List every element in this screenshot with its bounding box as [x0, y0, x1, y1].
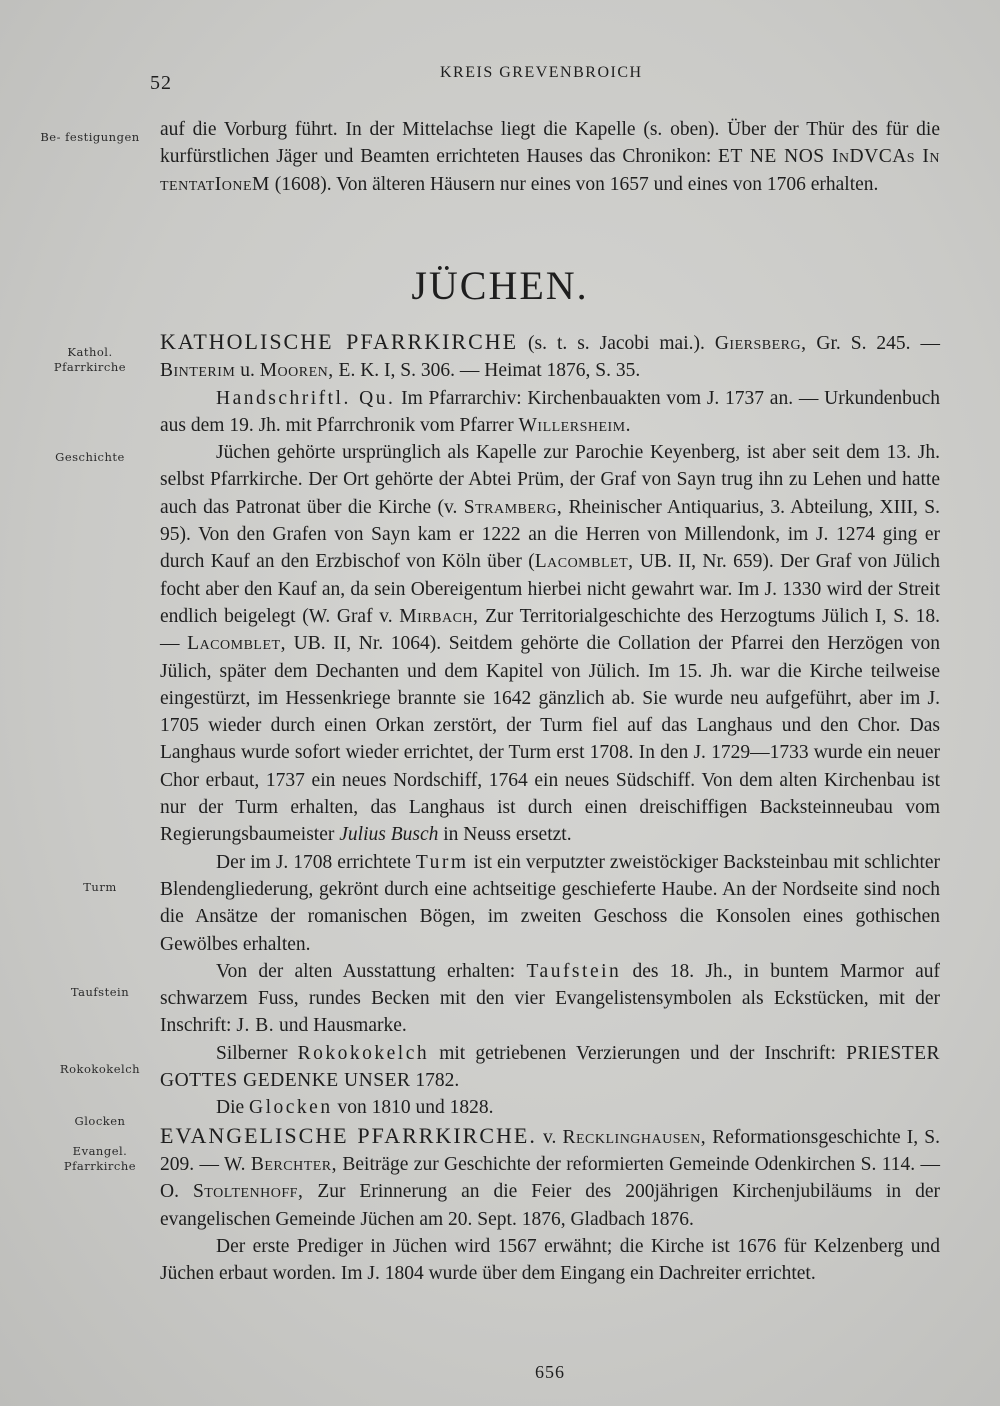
margin-note-evangel: Evangel. Pfarrkirche — [63, 1144, 137, 1173]
kath-paragraph: KATHOLISCHE PFARRKIRCHE (s. t. s. Jacobi mai.). Giersberg, Gr. S. 245. — Binterim u. Mooren, E. K. I, S. 306. — Heimat 1876, S. 35. — [160, 329, 940, 382]
chronogram: ET NE NOS InDVCAs In tentatIoneM — [160, 146, 940, 195]
margin-note-befestigungen: Be- festigungen — [40, 130, 140, 144]
main-heading: JÜCHEN. — [411, 263, 589, 308]
kelch-paragraph: Silberner Rokokokelch mit getriebenen Verzierungen und der Inschrift: PRIESTER GOTTES GEDENKE UNSER 1782. — [160, 1042, 941, 1092]
taufstein-paragraph: Von der alten Ausstattung erhalten: Taufstein des 18. Jh., in buntem Marmor auf schwarzem Fuss, rundes Becken mit den vier Evangelistensymbolen als Eckstücken, mit der Inschrift: J. B. und Hausmarke. — [160, 960, 941, 1037]
evang-paragraph-2: Der erste Prediger in Jüchen wird 1567 erwähnt; die Kirche ist 1676 für Kelzenberg und Jüchen erbaut worden. Im J. 1804 wurde über dem Eingang ein Dachreiter errichtet. — [160, 1235, 940, 1285]
margin-note-turm: Turm — [83, 880, 117, 894]
running-title: KREIS GREVENBROICH — [440, 64, 643, 81]
main-body — [160, 328, 940, 1287]
margin-note-geschichte: Geschichte — [55, 450, 125, 464]
margin-note-glocken: Glocken — [74, 1114, 126, 1128]
handschrift-paragraph: Handschriftl. Qu. Im Pfarrarchiv: Kirchenbauakten vom J. 1737 an. — Urkundenbuch aus dem 19. Jh. mit Pfarrchronik vom Pfarrer Willersheim. — [160, 387, 941, 436]
footer-page-number: 656 — [535, 1362, 565, 1382]
kath-title: KATHOLISCHE PFARRKIRCHE — [160, 329, 519, 354]
margin-note-rokokokelch: Rokokokelch — [59, 1062, 141, 1076]
geschichte-paragraph: Jüchen gehörte ursprünglich als Kapelle zur Parochie Keyenberg, ist aber seit dem 13. Jh. selbst Pfarrkirche. Der Ort gehörte der Abtei Prüm, der Graf von Sayn trug ihn zu Lehen und hatte auch das Patronat über die Kirche (v. Stramberg, Rheinischer Antiquarius, 3. Abteilung, XIII, S. 95). Von den Grafen von Sayn kam er 1222 an die Herren von Millendonk, im J. 1274 ging er durch Kauf an den Erzbischof von Köln über (Lacomblet, UB. II, Nr. 659). Der Graf von Jülich focht aber den Kauf an, da sein Obereigentum hierbei nicht gewahrt war. Im J. 1330 wird der Streit endlich beigelegt (W. Graf v. Mirbach, Zur Territorialgeschichte des Herzogtums Jülich I, S. 18. — Lacomblet, UB. II, Nr. 1064). Seitdem gehörte die Collation der Pfarrei den Herzögen von Jülich, später dem Dechanten und dem Kapitel von Jülich. Im 15. Jh. war die Kirche teilweise eingestürzt, im Hessenkriege brannte sie 1642 gänzlich ab. Sie wurde neu aufgeführt, aber im J. 1705 wieder durch einen Orkan zerstört, der Turm fiel auf das Langhaus und den Chor. Das Langhaus wurde sofort wieder errichtet, der Turm erst 1708. In den J. 1729—1733 wurde ein neuer Chor erbaut, 1737 ein neues Nordschiff, 1764 ein neues Südschiff. Von dem alten Kirchenbau ist nur der Turm erhalten, das Langhaus ist durch einen dreischiffigen Backsteinneubau vom Regierungsbaumeister Julius Busch in Neuss ersetzt. — [160, 442, 941, 846]
glocken-paragraph: Die Glocken von 1810 und 1828. — [216, 1097, 494, 1119]
evang-paragraph: EVANGELISCHE PFARRKIRCHE. v. Recklinghausen, Reformationsgeschichte I, S. 209. — W. Berchter, Beiträge zur Geschichte der reformierten Gemeinde Odenkirchen S. 114. — O. Stoltenhoff, Zur Erinnerung an die Feier des 200jährigen Kirchenjubiläums in der evangelischen Gemeinde Jüchen am 20. Sept. 1876, Gladbach 1876. — [160, 1122, 941, 1230]
page-number: 52 — [150, 72, 172, 94]
top-paragraph: auf die Vorburg führt. In der Mittelachse liegt die Kapelle (s. oben). Über der Thür des für die kurfürstlichen Jäger und Beamten errichteten Hauses das Chronikon: ET NE NOS InDVCAs In tentatIoneM (1608). Von älteren Häusern nur eines von 1657 und eines von 1706 erhalten. — [160, 119, 940, 195]
turm-paragraph: Der im J. 1708 errichtete Turm ist ein verputzter zweistöckiger Backsteinbau mit schlichter Blendengliederung, gekrönt durch eine achtseitige geschieferte Haube. An der Nordseite sind noch die Ansätze der romanischen Bögen, im zweiten Geschoss die Konsolen eines gothischen Gewölbes erhalten. — [160, 851, 941, 955]
evang-title: EVANGELISCHE PFARRKIRCHE. — [160, 1122, 537, 1148]
margin-note-kathol: Kathol. Pfarrkirche — [53, 345, 127, 374]
margin-note-taufstein: Taufstein — [70, 985, 130, 999]
